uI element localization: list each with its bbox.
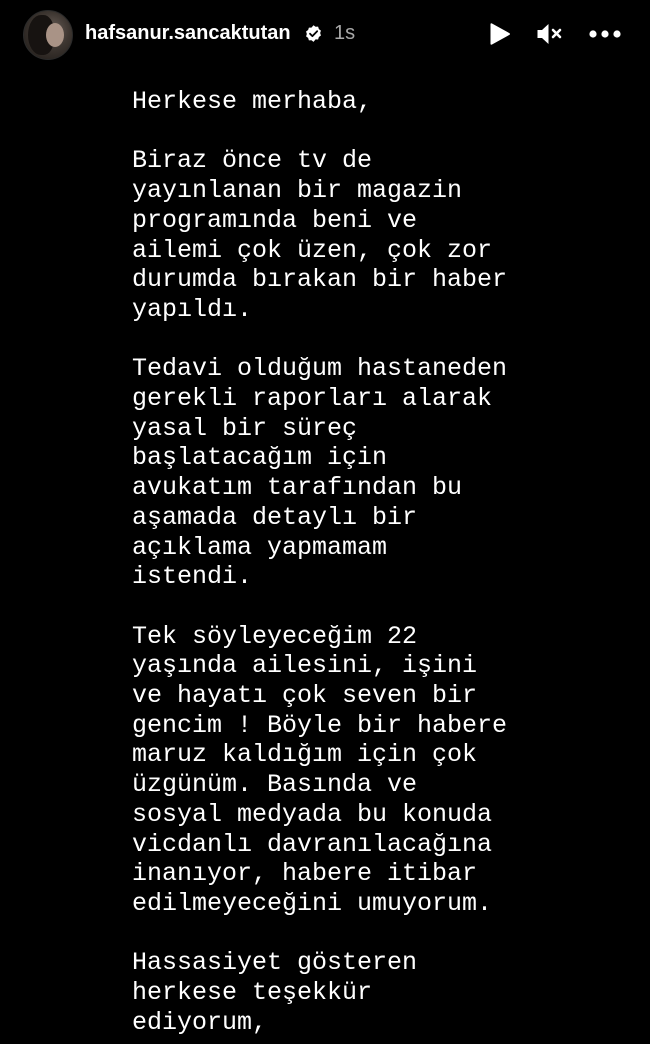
more-options-icon[interactable] <box>588 20 622 48</box>
story-text <box>132 87 632 1038</box>
avatar-face <box>46 23 64 47</box>
story-timestamp: 1s <box>334 22 356 44</box>
verified-badge-icon <box>304 24 323 43</box>
story-paragraph: Hassasiyet gösteren herkese teşekkür ediyorum, <box>132 948 418 1037</box>
story-paragraph: Herkese merhaba, <box>132 87 373 116</box>
avatar[interactable] <box>23 10 73 60</box>
story-paragraph: Tedavi olduğum hastaneden gerekli raporları alarak yasal bir süreç başlatacağım için avukatım tarafından bu aşamada detaylı bir açıklama yapmamam istendi. <box>132 354 508 592</box>
story-paragraph: Tek söyleyeceğim 22 yaşında ailesini, işini ve hayatı çok seven bir gencim ! Böyle bir habere maruz kaldığım için çok üzgünüm. Basında ve sosyal medyada bu konuda vicdanlı davranılacağına inanıyor, habere itibar edilmeyeceğini umuyorum. <box>132 621 508 918</box>
play-icon[interactable] <box>486 20 514 48</box>
story-header <box>0 0 650 68</box>
speaker-muted-icon[interactable] <box>535 20 563 48</box>
username[interactable]: hafsanur.sancaktutan <box>85 22 291 44</box>
story-paragraph: Biraz önce tv de yayınlanan bir magazin programında beni ve ailemi çok üzen, çok zor durumda bırakan bir haber yapıldı. <box>132 146 508 324</box>
